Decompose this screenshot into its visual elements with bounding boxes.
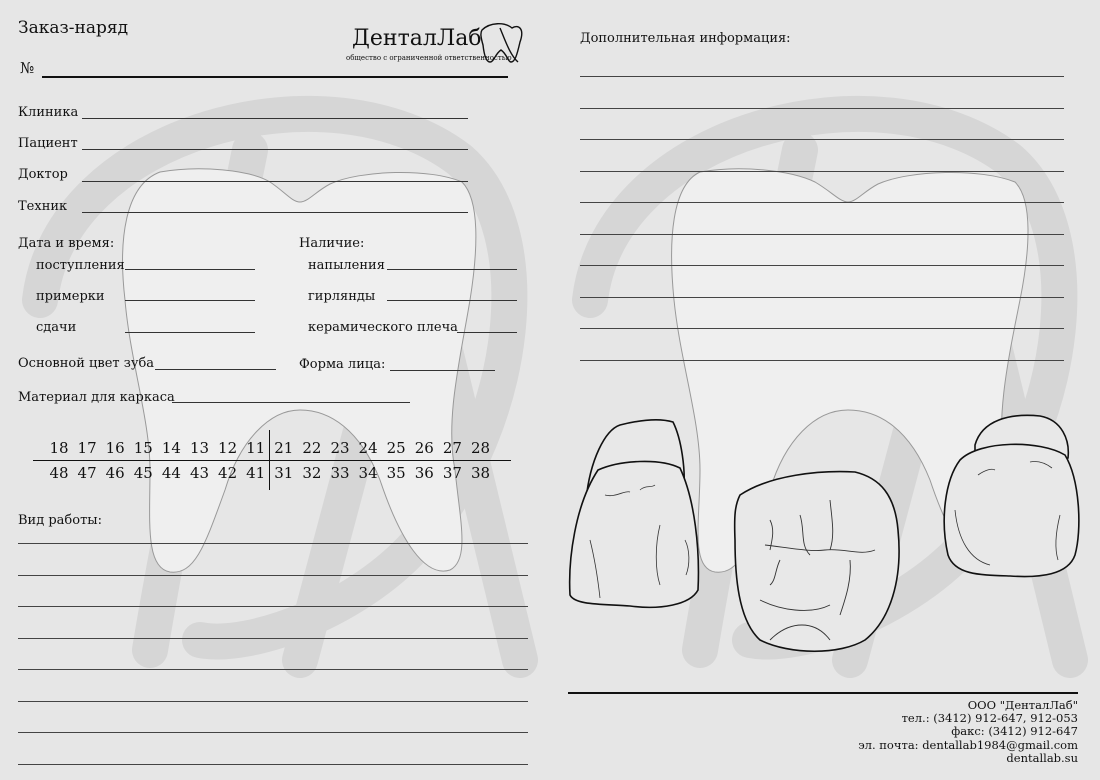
doctor-label: Доктор: [18, 167, 68, 182]
additional-info-line[interactable]: [580, 297, 1064, 298]
technician-label: Техник: [18, 199, 68, 214]
datetime-heading: Дата и время:: [18, 236, 115, 251]
work-type-line[interactable]: [18, 575, 528, 576]
upper-tooth-23[interactable]: 23: [330, 439, 350, 457]
upper-tooth-11[interactable]: 11: [246, 439, 266, 457]
company-name: ООО "ДенталЛаб": [967, 698, 1078, 712]
upper-tooth-14[interactable]: 14: [161, 439, 181, 457]
upper-tooth-12[interactable]: 12: [218, 439, 238, 457]
page-title: Заказ-наряд: [18, 18, 129, 38]
tooth-drawing-molar: [735, 472, 899, 652]
face-shape-label: Форма лица:: [299, 357, 386, 372]
order-number-line[interactable]: [42, 76, 508, 78]
lower-tooth-34[interactable]: 34: [358, 464, 378, 482]
work-type-label: Вид работы:: [18, 513, 102, 528]
logo-subtitle: общество с ограниченной ответственностью: [346, 54, 512, 62]
dental-formula-horizontal-divider: [33, 460, 511, 461]
delivery-label: сдачи: [36, 320, 77, 335]
work-type-line[interactable]: [18, 732, 528, 733]
tooth-drawing-incisor: [570, 420, 699, 607]
tooth-color-field[interactable]: [155, 369, 276, 370]
lower-tooth-38[interactable]: 38: [470, 464, 491, 482]
garlands-field[interactable]: [387, 300, 517, 301]
company-email[interactable]: эл. почта: dentallab1984@gmail.com: [858, 737, 1078, 752]
fitting-field[interactable]: [125, 300, 255, 301]
additional-info-line[interactable]: [580, 265, 1064, 266]
upper-tooth-13[interactable]: 13: [189, 439, 210, 457]
clinic-label: Клиника: [18, 105, 79, 120]
order-number-sign: №: [20, 59, 35, 77]
lower-tooth-31[interactable]: 31: [274, 464, 294, 482]
upper-tooth-24[interactable]: 24: [358, 439, 378, 457]
upper-tooth-28[interactable]: 28: [470, 439, 491, 457]
work-type-line[interactable]: [18, 669, 528, 670]
additional-info-line[interactable]: [580, 360, 1064, 361]
ceramic-shoulder-field[interactable]: [457, 332, 517, 333]
patient-field[interactable]: [82, 149, 468, 150]
spraying-label: напыления: [308, 258, 385, 273]
frame-material-field[interactable]: [172, 402, 410, 403]
lower-tooth-35[interactable]: 35: [386, 464, 406, 482]
tooth-color-label: Основной цвет зуба: [18, 356, 155, 371]
upper-tooth-21[interactable]: 21: [274, 439, 294, 457]
footer-divider: [568, 692, 1078, 694]
frame-material-label: Материал для каркаса: [18, 390, 175, 405]
company-contacts: [858, 699, 1078, 765]
upper-tooth-26[interactable]: 26: [414, 439, 434, 457]
lower-tooth-46[interactable]: 46: [105, 464, 125, 482]
work-type-line[interactable]: [18, 701, 528, 702]
lower-tooth-37[interactable]: 37: [442, 464, 462, 482]
delivery-field[interactable]: [125, 332, 255, 333]
lower-tooth-44[interactable]: 44: [161, 464, 181, 482]
upper-tooth-16[interactable]: 16: [105, 439, 125, 457]
arrival-field[interactable]: [125, 269, 255, 270]
upper-tooth-25[interactable]: 25: [386, 439, 406, 457]
lower-tooth-41[interactable]: 41: [246, 464, 266, 482]
company-fax: факс: (3412) 912-647: [951, 724, 1078, 739]
lower-tooth-33[interactable]: 33: [330, 464, 350, 482]
work-type-line[interactable]: [18, 606, 528, 607]
spraying-field[interactable]: [387, 269, 517, 270]
face-shape-field[interactable]: [390, 370, 495, 371]
upper-tooth-15[interactable]: 15: [133, 439, 153, 457]
additional-info-line[interactable]: [580, 171, 1064, 172]
patient-label: Пациент: [18, 136, 78, 151]
upper-tooth-22[interactable]: 22: [302, 439, 322, 457]
logo-name: ДенталЛаб: [352, 26, 482, 51]
additional-info-line[interactable]: [580, 234, 1064, 235]
lower-tooth-47[interactable]: 47: [77, 464, 97, 482]
clinic-field[interactable]: [82, 118, 468, 119]
technician-field[interactable]: [82, 212, 468, 213]
lower-tooth-45[interactable]: 45: [133, 464, 153, 482]
fitting-label: примерки: [36, 289, 105, 304]
lower-tooth-42[interactable]: 42: [218, 464, 238, 482]
lower-tooth-36[interactable]: 36: [414, 464, 434, 482]
lower-tooth-48[interactable]: 48: [49, 464, 69, 482]
availability-heading: Наличие:: [299, 236, 365, 251]
lower-tooth-32[interactable]: 32: [302, 464, 322, 482]
upper-tooth-17[interactable]: 17: [77, 439, 97, 457]
arrival-label: поступления: [36, 258, 125, 273]
upper-tooth-27[interactable]: 27: [442, 439, 462, 457]
additional-info-line[interactable]: [580, 139, 1064, 140]
additional-info-line[interactable]: [580, 202, 1064, 203]
additional-info-label: Дополнительная информация:: [580, 31, 791, 46]
work-type-line[interactable]: [18, 764, 528, 765]
additional-info-line[interactable]: [580, 76, 1064, 77]
company-phone: тел.: (3412) 912-647, 912-053: [901, 711, 1078, 726]
dental-formula-vertical-divider: [269, 430, 270, 490]
work-type-line[interactable]: [18, 638, 528, 639]
additional-info-line[interactable]: [580, 108, 1064, 109]
ceramic-shoulder-label: керамического плеча: [308, 320, 458, 335]
work-type-line[interactable]: [18, 543, 528, 544]
lower-tooth-43[interactable]: 43: [189, 464, 210, 482]
upper-tooth-18[interactable]: 18: [49, 439, 69, 457]
company-site[interactable]: dentallab.su: [1006, 750, 1078, 765]
garlands-label: гирлянды: [308, 289, 376, 304]
doctor-field[interactable]: [82, 181, 468, 182]
additional-info-line[interactable]: [580, 328, 1064, 329]
